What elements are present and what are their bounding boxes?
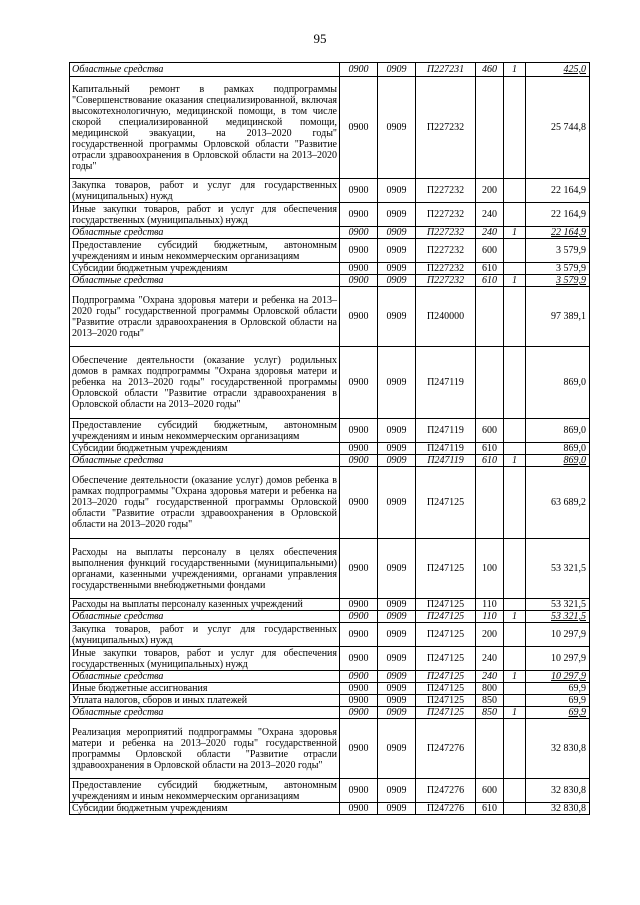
table-row xyxy=(70,611,590,623)
row-subsection-code: 0909 xyxy=(378,275,416,287)
row-source-code xyxy=(504,695,526,707)
row-source-code xyxy=(504,203,526,227)
row-description: Предоставление субсидий бюджетным, автономным учреждениям и иным некоммерческим организациям xyxy=(70,779,340,803)
row-target-article-code: П247125 xyxy=(416,539,476,599)
row-source-code xyxy=(504,263,526,275)
row-expense-type-code: 100 xyxy=(476,539,504,599)
row-source-code xyxy=(504,287,526,347)
row-subsection-code: 0909 xyxy=(378,599,416,611)
row-description: Иные закупки товаров, работ и услуг для обеспечения государственных (муниципальных) нужд xyxy=(70,647,340,671)
table-row xyxy=(70,419,590,443)
row-source-code: 1 xyxy=(504,671,526,683)
row-target-article-code: П227232 xyxy=(416,263,476,275)
row-subsection-code: 0909 xyxy=(378,227,416,239)
row-amount: 3 579,9 xyxy=(526,263,590,275)
row-target-article-code: П247125 xyxy=(416,647,476,671)
row-target-article-code: П247119 xyxy=(416,419,476,443)
row-subsection-code: 0909 xyxy=(378,611,416,623)
row-target-article-code: П247125 xyxy=(416,671,476,683)
row-expense-type-code: 610 xyxy=(476,455,504,467)
table-row xyxy=(70,647,590,671)
row-section-code: 0900 xyxy=(340,263,378,275)
row-target-article-code: П247125 xyxy=(416,611,476,623)
row-description: Областные средства xyxy=(70,671,340,683)
row-section-code: 0900 xyxy=(340,347,378,419)
row-subsection-code: 0909 xyxy=(378,623,416,647)
row-description: Областные средства xyxy=(70,707,340,719)
row-target-article-code: П247276 xyxy=(416,803,476,815)
row-expense-type-code: 200 xyxy=(476,179,504,203)
row-target-article-code: П227232 xyxy=(416,77,476,179)
row-subsection-code: 0909 xyxy=(378,467,416,539)
row-subsection-code: 0909 xyxy=(378,77,416,179)
row-description: Обеспечение деятельности (оказание услуг) родильных домов в рамках подпрограммы "Охрана здоровья матери и ребенка на 2013–2020 годы" государственной программы Орловской области "Развитие отрасли здравоохранения в Орловской области на 2013–2020 годы" xyxy=(70,347,340,419)
table-row xyxy=(70,179,590,203)
row-amount: 69,9 xyxy=(526,683,590,695)
row-source-code: 1 xyxy=(504,611,526,623)
row-subsection-code: 0909 xyxy=(378,647,416,671)
row-source-code: 1 xyxy=(504,275,526,287)
row-source-code xyxy=(504,779,526,803)
row-description: Закупка товаров, работ и услуг для государственных (муниципальных) нужд xyxy=(70,623,340,647)
row-section-code: 0900 xyxy=(340,419,378,443)
row-description: Подпрограмма "Охрана здоровья матери и ребенка на 2013–2020 годы" государственной программы Орловской области "Развитие отрасли здравоохранения в Орловской области на 2013–2020 годы" xyxy=(70,287,340,347)
table-row xyxy=(70,239,590,263)
row-subsection-code: 0909 xyxy=(378,707,416,719)
row-source-code xyxy=(504,623,526,647)
row-amount: 869,0 xyxy=(526,455,590,467)
table-row xyxy=(70,719,590,779)
row-amount: 3 579,9 xyxy=(526,239,590,263)
row-description: Областные средства xyxy=(70,611,340,623)
budget-table xyxy=(69,62,590,815)
table-row xyxy=(70,77,590,179)
row-source-code xyxy=(504,803,526,815)
table-row xyxy=(70,683,590,695)
row-section-code: 0900 xyxy=(340,275,378,287)
row-section-code: 0900 xyxy=(340,227,378,239)
row-subsection-code: 0909 xyxy=(378,539,416,599)
row-subsection-code: 0909 xyxy=(378,63,416,77)
row-amount: 425,0 xyxy=(526,63,590,77)
row-target-article-code: П247276 xyxy=(416,779,476,803)
row-subsection-code: 0909 xyxy=(378,683,416,695)
row-section-code: 0900 xyxy=(340,455,378,467)
row-source-code xyxy=(504,239,526,263)
row-subsection-code: 0909 xyxy=(378,455,416,467)
row-target-article-code: П247125 xyxy=(416,623,476,647)
row-amount: 53 321,5 xyxy=(526,611,590,623)
row-source-code xyxy=(504,419,526,443)
row-section-code: 0900 xyxy=(340,647,378,671)
row-source-code xyxy=(504,539,526,599)
row-section-code: 0900 xyxy=(340,63,378,77)
table-row xyxy=(70,803,590,815)
row-expense-type-code xyxy=(476,287,504,347)
row-expense-type-code: 800 xyxy=(476,683,504,695)
row-description: Расходы на выплаты персоналу казенных учреждений xyxy=(70,599,340,611)
row-target-article-code: П247119 xyxy=(416,443,476,455)
row-source-code xyxy=(504,599,526,611)
table-row xyxy=(70,623,590,647)
row-amount: 97 389,1 xyxy=(526,287,590,347)
row-expense-type-code xyxy=(476,347,504,419)
row-expense-type-code: 240 xyxy=(476,227,504,239)
row-description: Закупка товаров, работ и услуг для государственных (муниципальных) нужд xyxy=(70,179,340,203)
table-row xyxy=(70,671,590,683)
row-expense-type-code: 200 xyxy=(476,623,504,647)
table-row xyxy=(70,695,590,707)
row-amount: 63 689,2 xyxy=(526,467,590,539)
table-row xyxy=(70,263,590,275)
row-source-code xyxy=(504,443,526,455)
row-source-code: 1 xyxy=(504,63,526,77)
row-source-code xyxy=(504,647,526,671)
row-section-code: 0900 xyxy=(340,539,378,599)
row-subsection-code: 0909 xyxy=(378,203,416,227)
row-target-article-code: П227232 xyxy=(416,275,476,287)
row-amount: 869,0 xyxy=(526,443,590,455)
row-description: Реализация мероприятий подпрограммы "Охрана здоровья матери и ребенка на 2013–2020 годы" государственной программы Орловской области "Развитие отрасли здравоохранения в Орловской области на 2013–2020 годы" xyxy=(70,719,340,779)
row-amount: 3 579,9 xyxy=(526,275,590,287)
row-description: Предоставление субсидий бюджетным, автономным учреждениям и иным некоммерческим организациям xyxy=(70,239,340,263)
row-section-code: 0900 xyxy=(340,719,378,779)
row-target-article-code: П227232 xyxy=(416,227,476,239)
table-row xyxy=(70,779,590,803)
row-expense-type-code: 460 xyxy=(476,63,504,77)
row-expense-type-code: 240 xyxy=(476,203,504,227)
row-amount: 32 830,8 xyxy=(526,719,590,779)
row-source-code: 1 xyxy=(504,455,526,467)
row-expense-type-code: 240 xyxy=(476,647,504,671)
row-source-code xyxy=(504,347,526,419)
row-subsection-code: 0909 xyxy=(378,671,416,683)
row-expense-type-code: 610 xyxy=(476,263,504,275)
table-row xyxy=(70,467,590,539)
row-section-code: 0900 xyxy=(340,443,378,455)
row-description: Субсидии бюджетным учреждениям xyxy=(70,263,340,275)
row-amount: 10 297,9 xyxy=(526,671,590,683)
table-row xyxy=(70,599,590,611)
row-expense-type-code: 850 xyxy=(476,695,504,707)
table-row xyxy=(70,275,590,287)
row-amount: 869,0 xyxy=(526,419,590,443)
row-source-code: 1 xyxy=(504,707,526,719)
table-row xyxy=(70,227,590,239)
row-description: Иные закупки товаров, работ и услуг для обеспечения государственных (муниципальных) нужд xyxy=(70,203,340,227)
table-row xyxy=(70,539,590,599)
row-section-code: 0900 xyxy=(340,695,378,707)
row-section-code: 0900 xyxy=(340,683,378,695)
row-expense-type-code: 850 xyxy=(476,707,504,719)
row-section-code: 0900 xyxy=(340,707,378,719)
row-subsection-code: 0909 xyxy=(378,239,416,263)
row-amount: 10 297,9 xyxy=(526,647,590,671)
row-source-code xyxy=(504,179,526,203)
row-amount: 25 744,8 xyxy=(526,77,590,179)
row-section-code: 0900 xyxy=(340,239,378,263)
row-source-code xyxy=(504,683,526,695)
table-row xyxy=(70,203,590,227)
row-section-code: 0900 xyxy=(340,203,378,227)
row-target-article-code: П247119 xyxy=(416,455,476,467)
row-description: Иные бюджетные ассигнования xyxy=(70,683,340,695)
row-target-article-code: П227232 xyxy=(416,239,476,263)
row-description: Расходы на выплаты персоналу в целях обеспечения выполнения функций государственными (муниципальными) органами, казенными учреждениями, органами управления государственными внебюджетными фондами xyxy=(70,539,340,599)
row-subsection-code: 0909 xyxy=(378,179,416,203)
row-description: Областные средства xyxy=(70,455,340,467)
row-expense-type-code: 600 xyxy=(476,779,504,803)
row-target-article-code: П227232 xyxy=(416,179,476,203)
row-subsection-code: 0909 xyxy=(378,779,416,803)
row-description: Областные средства xyxy=(70,227,340,239)
page-number: 95 xyxy=(313,31,327,46)
row-amount: 22 164,9 xyxy=(526,227,590,239)
row-target-article-code: П247125 xyxy=(416,467,476,539)
row-target-article-code: П247125 xyxy=(416,683,476,695)
row-section-code: 0900 xyxy=(340,287,378,347)
table-row xyxy=(70,63,590,77)
row-description: Субсидии бюджетным учреждениям xyxy=(70,443,340,455)
row-section-code: 0900 xyxy=(340,599,378,611)
table-row xyxy=(70,287,590,347)
row-amount: 869,0 xyxy=(526,347,590,419)
row-amount: 69,9 xyxy=(526,707,590,719)
table-row xyxy=(70,443,590,455)
row-source-code xyxy=(504,77,526,179)
table-body xyxy=(70,63,590,815)
row-target-article-code: П227232 xyxy=(416,203,476,227)
row-source-code: 1 xyxy=(504,227,526,239)
row-target-article-code: П247125 xyxy=(416,695,476,707)
row-expense-type-code: 110 xyxy=(476,611,504,623)
row-expense-type-code: 240 xyxy=(476,671,504,683)
row-subsection-code: 0909 xyxy=(378,263,416,275)
row-section-code: 0900 xyxy=(340,467,378,539)
row-expense-type-code: 610 xyxy=(476,443,504,455)
table-row xyxy=(70,455,590,467)
row-description: Уплата налогов, сборов и иных платежей xyxy=(70,695,340,707)
row-target-article-code: П247125 xyxy=(416,599,476,611)
row-section-code: 0900 xyxy=(340,77,378,179)
row-source-code xyxy=(504,467,526,539)
row-subsection-code: 0909 xyxy=(378,419,416,443)
row-target-article-code: П247119 xyxy=(416,347,476,419)
row-source-code xyxy=(504,719,526,779)
row-amount: 22 164,9 xyxy=(526,203,590,227)
row-description: Обеспечение деятельности (оказание услуг) домов ребенка в рамках подпрограммы "Охрана здоровья матери и ребенка на 2013–2020 годы" государственной программы Орловской области "Развитие отрасли здравоохранения в Орловской области на 2013–2020 годы" xyxy=(70,467,340,539)
row-section-code: 0900 xyxy=(340,611,378,623)
row-expense-type-code: 600 xyxy=(476,239,504,263)
row-target-article-code: П240000 xyxy=(416,287,476,347)
row-subsection-code: 0909 xyxy=(378,287,416,347)
row-subsection-code: 0909 xyxy=(378,443,416,455)
row-description: Субсидии бюджетным учреждениям xyxy=(70,803,340,815)
row-amount: 10 297,9 xyxy=(526,623,590,647)
row-section-code: 0900 xyxy=(340,803,378,815)
row-section-code: 0900 xyxy=(340,623,378,647)
row-amount: 22 164,9 xyxy=(526,179,590,203)
row-expense-type-code xyxy=(476,467,504,539)
table-row xyxy=(70,347,590,419)
row-amount: 32 830,8 xyxy=(526,803,590,815)
row-description: Предоставление субсидий бюджетным, автономным учреждениям и иным некоммерческим организациям xyxy=(70,419,340,443)
row-expense-type-code: 600 xyxy=(476,419,504,443)
row-amount: 53 321,5 xyxy=(526,599,590,611)
row-target-article-code: П227231 xyxy=(416,63,476,77)
row-subsection-code: 0909 xyxy=(378,803,416,815)
row-subsection-code: 0909 xyxy=(378,719,416,779)
row-amount: 69,9 xyxy=(526,695,590,707)
row-target-article-code: П247125 xyxy=(416,707,476,719)
row-expense-type-code: 110 xyxy=(476,599,504,611)
row-section-code: 0900 xyxy=(340,179,378,203)
row-target-article-code: П247276 xyxy=(416,719,476,779)
row-amount: 53 321,5 xyxy=(526,539,590,599)
row-expense-type-code: 610 xyxy=(476,275,504,287)
table-row xyxy=(70,707,590,719)
row-expense-type-code xyxy=(476,77,504,179)
row-amount: 32 830,8 xyxy=(526,779,590,803)
row-description: Капитальный ремонт в рамках подпрограммы "Совершенствование оказания специализированной, включая высокотехнологичную, медицинской помощи, в том числе скорой специализированной медицинской помощи, медицинской эвакуации, на 2013–2020 годы" государственной программы Орловской области "Развитие отрасли здравоохранения в Орловской области на 2013–2020 годы" xyxy=(70,77,340,179)
row-expense-type-code: 610 xyxy=(476,803,504,815)
row-subsection-code: 0909 xyxy=(378,347,416,419)
row-description: Областные средства xyxy=(70,63,340,77)
row-description: Областные средства xyxy=(70,275,340,287)
row-section-code: 0900 xyxy=(340,671,378,683)
row-section-code: 0900 xyxy=(340,779,378,803)
row-expense-type-code xyxy=(476,719,504,779)
row-subsection-code: 0909 xyxy=(378,695,416,707)
